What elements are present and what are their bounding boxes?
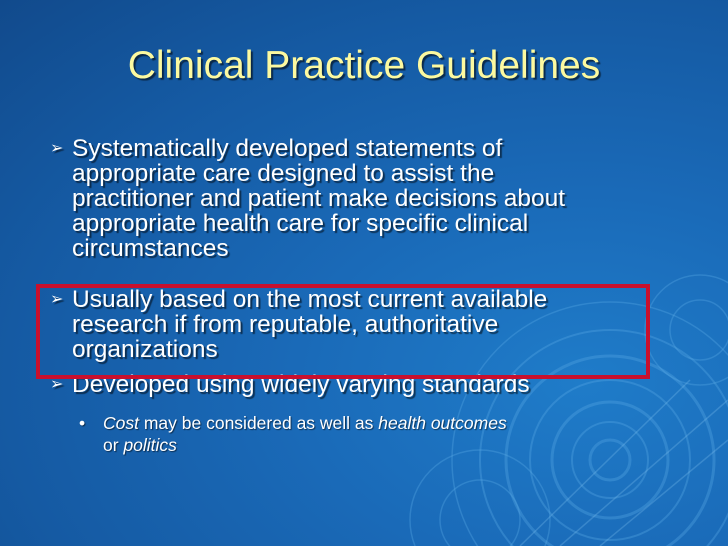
highlight-box (36, 284, 650, 379)
bullet-2-line-2: research if from reputable, authoritative (72, 311, 499, 338)
sub-bullet-line-1 (79, 412, 507, 434)
arrow-bullet-icon: ➢ (50, 140, 64, 157)
sub-bullet-marker: • (79, 413, 86, 433)
health-outcomes-text: health outcomes (378, 413, 507, 433)
bullet-3-line-1: Developed using widely varying standards (72, 371, 530, 398)
cost-text: Cost (103, 413, 139, 433)
bullet-1-line-4: appropriate health care for specific clinical (72, 210, 529, 237)
bullet-2-line-1: Usually based on the most current available (72, 286, 548, 313)
bullet-1 (50, 136, 565, 261)
bullet-2-line-3: organizations (72, 336, 218, 363)
sub-bullet (79, 412, 507, 456)
bullet-1-line-1: Systematically developed statements of (72, 135, 503, 162)
politics-text: politics (123, 435, 177, 455)
sub-bullet-mid-text: may be considered as well as (138, 413, 379, 433)
slide-title: Clinical Practice Guidelines (127, 44, 601, 87)
bullet-1-line-5: circumstances (72, 235, 229, 262)
sub-bullet-or-text: or (103, 435, 124, 455)
bullet-1-line-2: appropriate care designed to assist the (72, 160, 495, 187)
sub-bullet-line-2 (79, 434, 507, 456)
arrow-bullet-icon: ➢ (50, 291, 64, 308)
bullet-1-line-3: practitioner and patient make decisions about (72, 185, 566, 212)
arrow-bullet-icon: ➢ (50, 376, 64, 393)
